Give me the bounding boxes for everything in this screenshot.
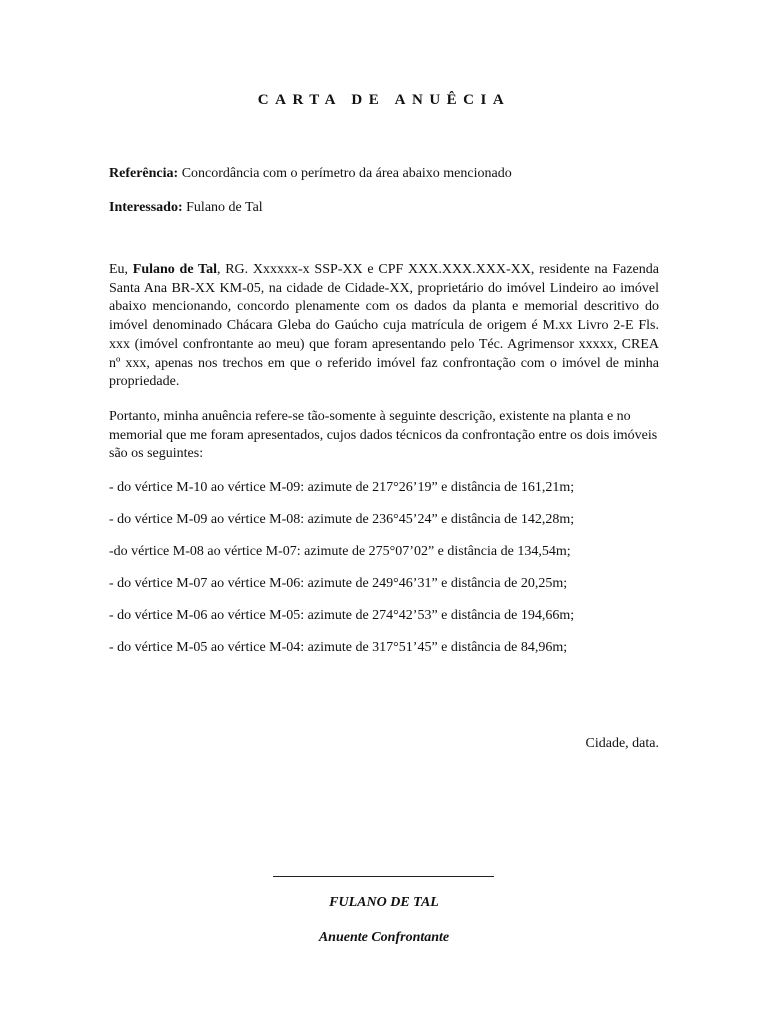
body-paragraph-2: Portanto, minha anuência refere-se tão-somente à seguinte descrição, existente na planta e no memorial que me foram apresentados, cujos dados técnicos da confrontação entre os dois imóveis são os seguintes: <box>109 409 658 462</box>
body-prefix: Eu, <box>109 262 133 277</box>
signatory-role: Anuente Confrontante <box>318 930 450 945</box>
body-paragraph-1 <box>109 261 659 392</box>
interessado-label: Interessado: <box>109 200 183 215</box>
place-date: Cidade, data. <box>585 736 659 751</box>
referencia-label: Referência: <box>109 166 179 181</box>
vertice-item: - do vértice M-07 ao vértice M-06: azimute de 249°46’31” e distância de 20,25m; <box>109 576 568 591</box>
declarant-name: Fulano de Tal <box>132 262 217 277</box>
vertice-item: - do vértice M-06 ao vértice M-05: azimute de 274°42’53” e distância de 194,66m; <box>109 608 575 623</box>
vertice-item: - do vértice M-10 ao vértice M-09: azimute de 217°26’19” e distância de 161,21m; <box>109 480 575 495</box>
vertice-item: - do vértice M-09 ao vértice M-08: azimute de 236°45’24” e distância de 142,28m; <box>109 512 575 527</box>
signatory-name: FULANO DE TAL <box>329 895 439 910</box>
referencia-line <box>109 165 512 183</box>
referencia-text: Concordância com o perímetro da área abaixo mencionado <box>178 166 512 181</box>
interessado-text: Fulano de Tal <box>182 200 263 215</box>
signature-line <box>273 876 494 877</box>
body-text: , RG. Xxxxxx-x SSP-XX e CPF XXX.XXX.XXX-XX, residente na Fazenda Santa Ana BR-XX KM-05, na cidade de Cidade-XX, proprietário do imóvel Lindeiro ao imóvel abaixo mencionando, concordo plenamente com os dados da planta e memorial descritivo do imóvel denominado Chácara Gleba do Gaúcho cuja matrícula de origem é M.xx Livro 2-E Fls. xxx (imóvel confrontante ao meu) que foram apresentando pelo Téc. Agrimensor xxxxx, CREA nº xxx, apenas nos trechos em que o referido imóvel faz confrontação com o imóvel de minha propriedade. <box>109 262 659 390</box>
vertice-item: - do vértice M-05 ao vértice M-04: azimute de 317°51’45” e distância de 84,96m; <box>109 640 568 655</box>
vertice-item: -do vértice M-08 ao vértice M-07: azimute de 275°07’02” e distância de 134,54m; <box>109 544 571 559</box>
interessado-line <box>109 199 263 217</box>
document-title: CARTA DE ANUÊCIA <box>257 92 511 108</box>
